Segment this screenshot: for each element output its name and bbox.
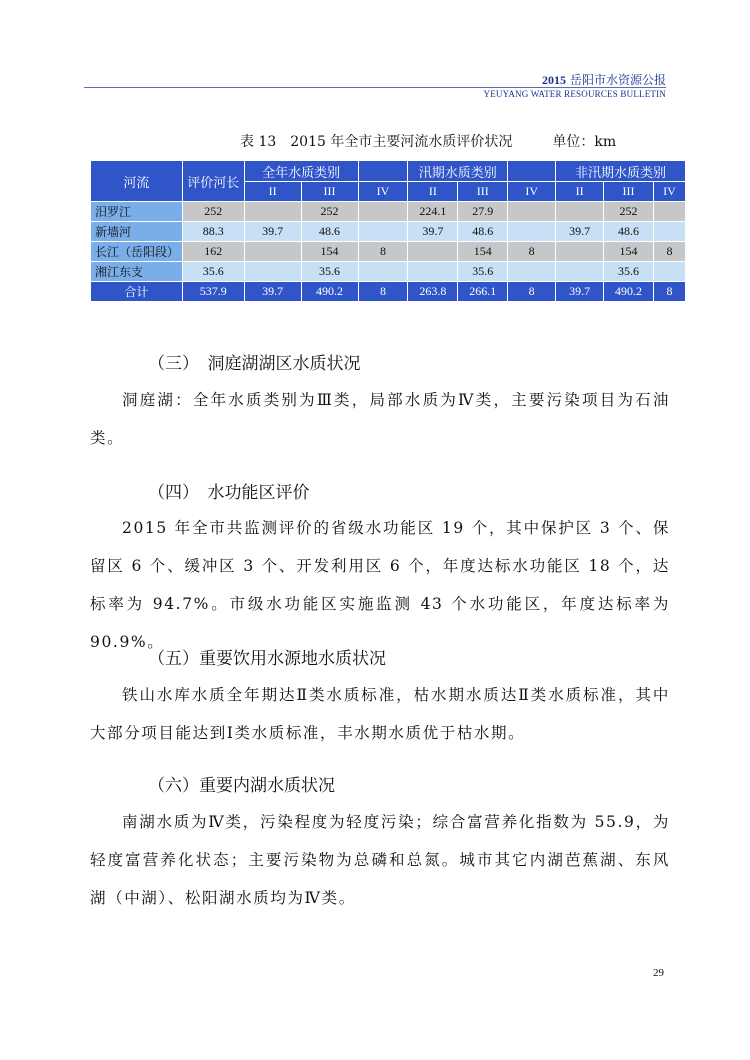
table-cell: 154 — [604, 242, 654, 262]
table-cell: 39.7 — [408, 222, 458, 242]
class-header: II — [244, 182, 301, 202]
table-cell: 48.6 — [458, 222, 508, 242]
table-cell: 8 — [358, 282, 408, 302]
report-name: 岳阳市水资源公报 — [569, 73, 666, 87]
table-row — [91, 262, 686, 282]
header-annual-blank — [358, 161, 408, 182]
class-header: II — [556, 182, 604, 202]
total-label: 合计 — [91, 282, 183, 302]
section-text-3: 洞庭湖：全年水质类别为Ⅲ类，局部水质为Ⅳ类，主要污染项目为石油类。 — [90, 391, 670, 447]
table-cell: 35.6 — [458, 262, 508, 282]
table-cell — [358, 262, 408, 282]
header-annual: 全年水质类别 — [244, 161, 358, 182]
table-cell — [653, 222, 685, 242]
table-cell: 8 — [358, 242, 408, 262]
table-row — [91, 202, 686, 222]
table-cell: 263.8 — [408, 282, 458, 302]
table-cell: 35.6 — [182, 262, 244, 282]
table-cell — [556, 242, 604, 262]
table-cell: 39.7 — [556, 222, 604, 242]
class-header: IV — [358, 182, 408, 202]
table-unit: 单位：km — [552, 134, 617, 150]
table-cell: 27.9 — [458, 202, 508, 222]
table-cell: 490.2 — [301, 282, 358, 302]
table-cell — [358, 222, 408, 242]
class-header: IV — [508, 182, 556, 202]
class-header: IV — [653, 182, 685, 202]
table-cell — [358, 202, 408, 222]
table-cell: 154 — [458, 242, 508, 262]
table-cell — [408, 242, 458, 262]
header-nonflood: 非汛期水质类别 — [556, 161, 686, 182]
section-text-5: 铁山水库水质全年期达Ⅱ类水质标准，枯水期水质达Ⅱ类水质标准，其中大部分项目能达到Ⅰ类水质标准，丰水期水质优于枯水期。 — [90, 686, 670, 742]
section-heading-6: （六）重要内湖水质状况 — [148, 776, 335, 796]
table-cell: 35.6 — [301, 262, 358, 282]
table-caption — [240, 131, 616, 151]
report-title — [542, 71, 666, 88]
river-name: 湘江东支 — [91, 262, 183, 282]
water-quality-table — [90, 160, 686, 302]
table-cell — [508, 222, 556, 242]
table-cell: 224.1 — [408, 202, 458, 222]
section-heading-3: （三） 洞庭湖湖区水质状况 — [148, 354, 361, 374]
table-cell: 8 — [653, 282, 685, 302]
table-cell: 39.7 — [244, 222, 301, 242]
table-total-row — [91, 282, 686, 302]
header-length: 评价河长 — [182, 161, 244, 202]
class-header: II — [408, 182, 458, 202]
table-cell — [408, 262, 458, 282]
table-cell — [244, 262, 301, 282]
section-text-4: 2015 年全市共监测评价的省级水功能区 19 个，其中保护区 3 个、保留区 6 个、缓冲区 3 个、开发利用区 6 个，年度达标水功能区 18 个，达标率为 94.7%。市级水功能区实施监测 43 个水功能区，年度达标率为 90.9%。 — [90, 519, 670, 651]
header-flood-blank — [508, 161, 556, 182]
class-header: III — [301, 182, 358, 202]
section-heading-4: （四） 水功能区评价 — [148, 483, 310, 503]
table-cell: 154 — [301, 242, 358, 262]
report-subtitle: YEUYANG WATER RESOURCES BULLETIN — [483, 89, 666, 99]
section-text-6: 南湖水质为Ⅳ类，污染程度为轻度污染；综合富营养化指数为 55.9，为轻度富营养化状态；主要污染物为总磷和总氮。城市其它内湖芭蕉湖、东风湖（中湖）、松阳湖水质均为Ⅳ类。 — [90, 813, 670, 907]
header-river: 河流 — [91, 161, 183, 202]
river-name: 新墙河 — [91, 222, 183, 242]
report-year: 2015 — [541, 73, 566, 87]
table-cell — [556, 202, 604, 222]
table-cell: 252 — [182, 202, 244, 222]
table-cell — [556, 262, 604, 282]
table-cell — [244, 242, 301, 262]
table-cell — [508, 262, 556, 282]
table-cell: 35.6 — [604, 262, 654, 282]
table-cell: 88.3 — [182, 222, 244, 242]
river-name: 汨罗江 — [91, 202, 183, 222]
river-name: 长江（岳阳段） — [91, 242, 183, 262]
table-cell — [653, 262, 685, 282]
table-row — [91, 222, 686, 242]
table-cell: 252 — [301, 202, 358, 222]
table-cell: 48.6 — [301, 222, 358, 242]
table-cell: 39.7 — [556, 282, 604, 302]
table-cell — [508, 202, 556, 222]
class-header: III — [604, 182, 654, 202]
table-cell: 252 — [604, 202, 654, 222]
table-cell: 8 — [508, 242, 556, 262]
table-cell: 537.9 — [182, 282, 244, 302]
table-cell: 266.1 — [458, 282, 508, 302]
header-rule — [84, 87, 666, 88]
table-cell: 490.2 — [604, 282, 654, 302]
class-header: III — [458, 182, 508, 202]
table-row — [91, 242, 686, 262]
page-number: 29 — [653, 967, 664, 979]
header-flood: 汛期水质类别 — [408, 161, 508, 182]
table-cell: 39.7 — [244, 282, 301, 302]
table-cell — [244, 202, 301, 222]
table-cell: 48.6 — [604, 222, 654, 242]
table-caption-text: 表 13 2015 年全市主要河流水质评价状况 — [240, 134, 513, 150]
table-cell — [653, 202, 685, 222]
table-cell: 162 — [182, 242, 244, 262]
section-heading-5: （五）重要饮用水源地水质状况 — [148, 649, 386, 669]
table-cell: 8 — [653, 242, 685, 262]
table-cell: 8 — [508, 282, 556, 302]
